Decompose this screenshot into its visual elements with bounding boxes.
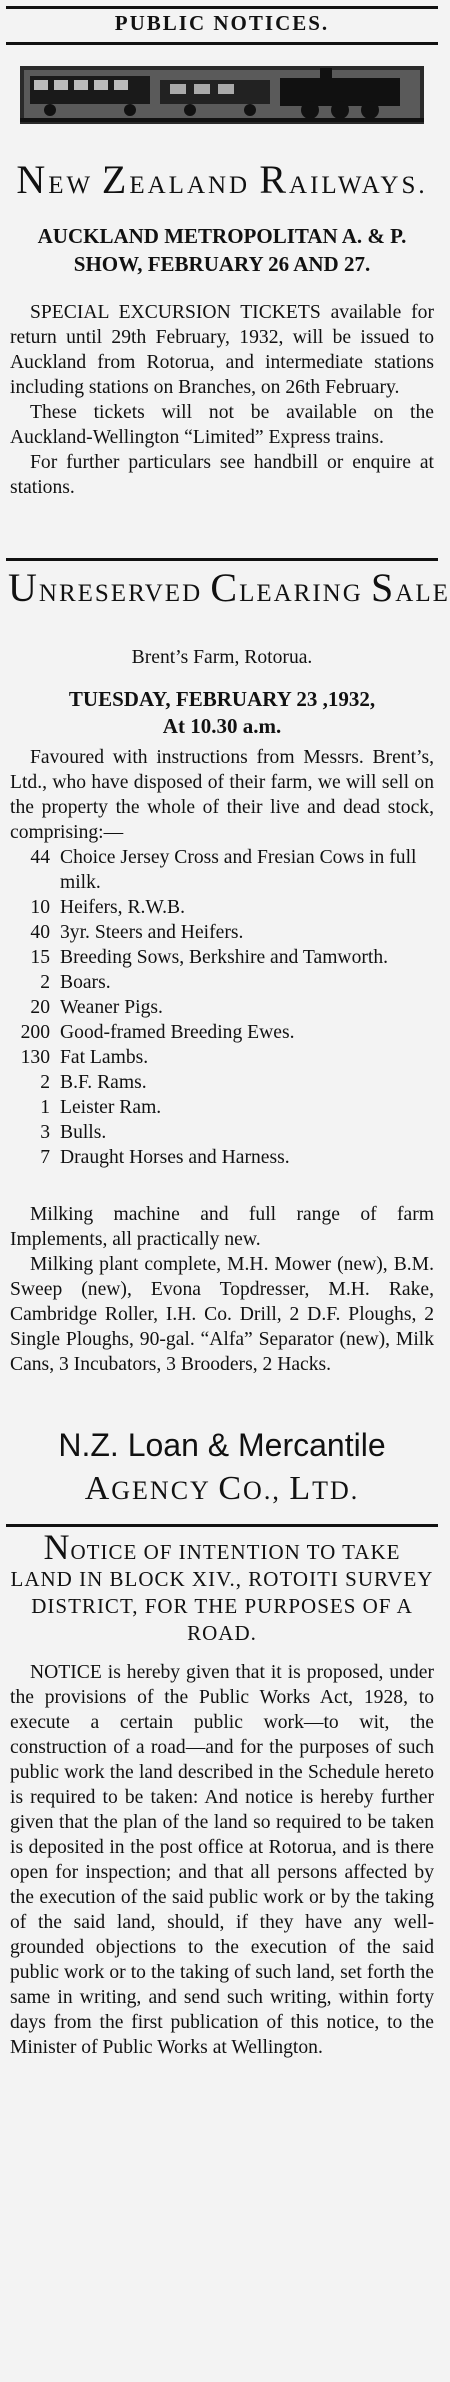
header-rule [6,42,438,45]
stock-list [4,845,436,1170]
sale-extras [10,1202,434,1377]
section-header: PUBLIC NOTICES. [114,11,330,35]
plant-paragraph: Milking plant complete, M.H. Mower (new), B.M. Sweep (new), Evona Topdresser, M.H. Rake, Cambridge Roller, I.H. Co. Drill, 2 D.F. Ploughs, 2 Single Ploughs, 90-gal. “Alfa” Separator (new), Milk Cans, 3 Incubators, 3 Brooders, 2 Hacks. [10,1254,434,1375]
sale-location: Brent’s Farm, Rotorua. [131,647,313,668]
list-item: 40 3yr. Steers and Heifers. [30,922,244,943]
auctioneer-name-line2: AGENCY CO., LTD. [84,1470,360,1507]
railways-title: NEW ZEALAND RAILWAYS. [16,157,428,202]
list-item: 2 B.F. Rams. [40,1072,147,1093]
sale-time: At 10.30 a.m. [162,714,282,738]
list-item: 200 Good-framed Breeding Ewes. [20,1022,295,1043]
list-item: 130 Fat Lambs. [20,1047,149,1068]
list-item: 7 Draught Horses and Harness. [40,1147,290,1168]
auctioneer-name: N.Z. Loan & Mercantile [58,1427,386,1463]
list-item: 44 Choice Jersey Cross and Fresian Cows in full milk. [30,847,417,893]
sale-title: UNRESERVED CLEARING SALE [8,565,450,610]
notice-body [10,1660,434,2060]
list-item: 20 Weaner Pigs. [30,997,163,1018]
notice-body-text: NOTICE is hereby given that it is proposed, under the provisions of the Public Works Act, 1928, to execute a certain public work—to wit, the construction of a road—and for the purposes of such public work the land described in the Schedule hereto is required to be taken: And notice is hereby further given that the plan of the land so required to be taken is deposited in the post office at Rotorua, and is there open for inspection; and that all persons affected by the execution of the said public work or by the taking of the said land, should, if they have any well-grounded objections to the execution of the said public work or to the taking of such land, set forth the same in writing, and send such writing, within forty days from the first publication of this notice, to the Minister of Public Works at Wellington. [10,1662,434,2058]
list-item: 3 Bulls. [40,1122,107,1143]
milking-paragraph: Milking machine and full range of farm Implements, all practically new. [10,1204,434,1250]
particulars-paragraph: For further particulars see handbill or enquire at stations. [10,452,434,498]
top-rule [6,6,438,9]
sale-intro-text: Favoured with instructions from Messrs. Brent’s, Ltd., who have disposed of their farm, we will sell on the property the whole of their live and dead stock, comprising:— [10,747,434,843]
list-item: 10 Heifers, R.W.B. [30,897,185,918]
excursion-paragraph: SPECIAL EXCURSION TICKETS available for return until 29th February, 1932, will be issued to Auckland from Rotorua, and intermediate stations including stations on Branches, on 26th February. [10,302,434,398]
railways-body [10,300,434,500]
sale-intro [10,745,434,845]
list-item: 15 Breeding Sows, Berkshire and Tamworth. [30,947,389,968]
sale-date: TUESDAY, FEBRUARY 23 ,1932, [68,687,376,711]
limited-paragraph: These tickets will not be available on the Auckland-Wellington “Limited” Express trains. [10,402,434,448]
notice-title: NOTICE OF INTENTION TO TAKE LAND IN BLOCK XIV., ROTOITI SURVEY DISTRICT, FOR THE PURPOSES OF A ROAD. [10,1527,434,1645]
show-heading: AUCKLAND METROPOLITAN A. & P. SHOW, FEBRUARY 26 AND 27. [37,224,407,276]
section-rule [6,558,438,561]
list-item: 1 Leister Ram. [40,1097,162,1118]
list-item: 2 Boars. [40,972,111,993]
train-illustration [20,62,424,128]
